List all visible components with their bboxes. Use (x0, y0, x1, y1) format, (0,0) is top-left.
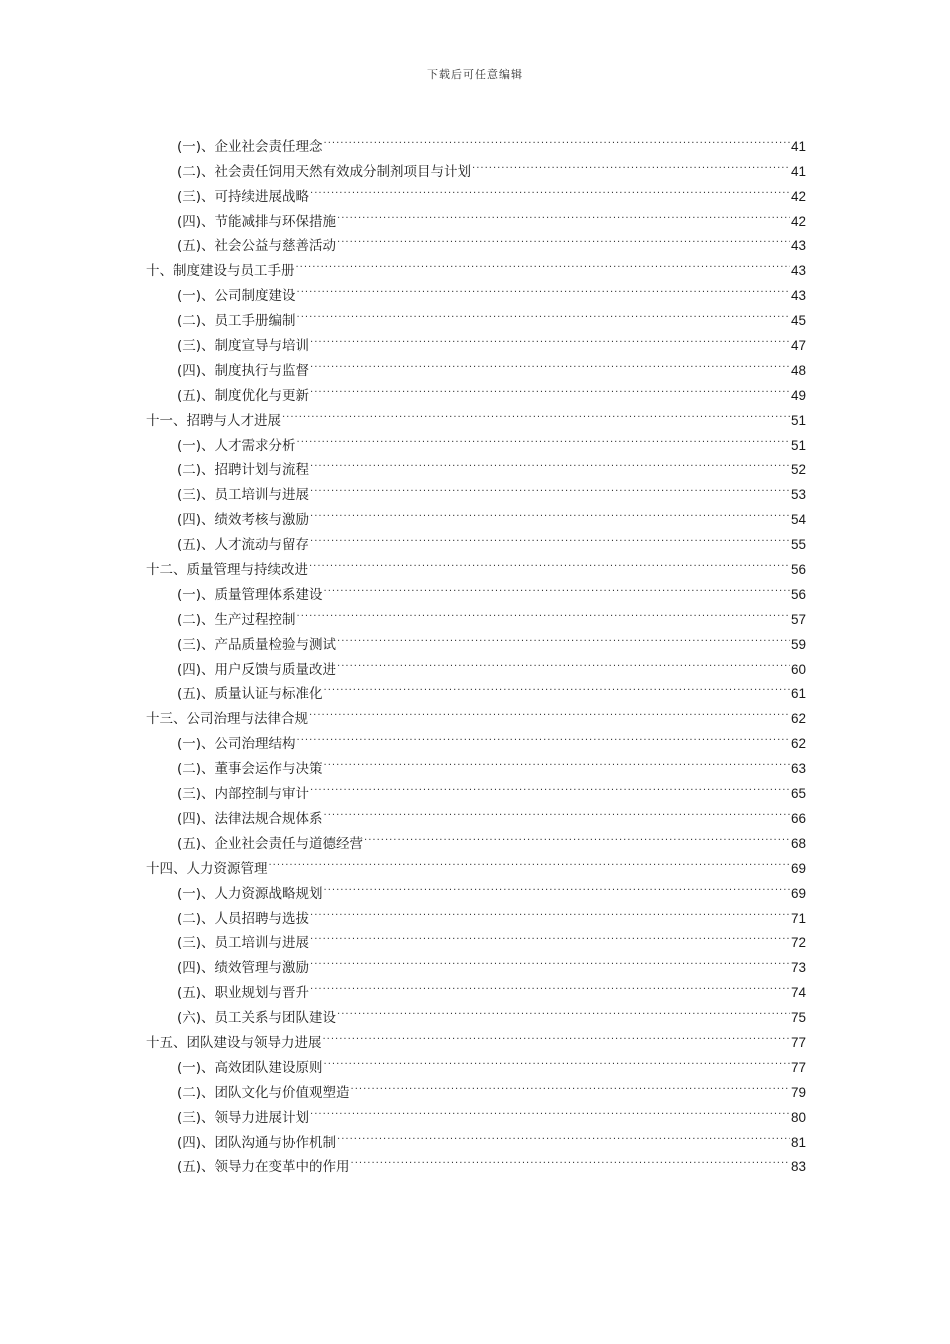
toc-page-number: 51 (790, 437, 806, 453)
toc-entry-title: (二)、生产过程控制 (177, 611, 296, 628)
toc-dot-leader (337, 1122, 790, 1147)
toc-dot-leader (309, 549, 790, 574)
toc-page-number: 54 (790, 512, 806, 528)
toc-page-number: 75 (790, 1010, 806, 1026)
toc-dot-leader (337, 201, 790, 226)
toc-dot-leader (297, 275, 790, 300)
toc-dot-leader (309, 698, 790, 723)
toc-dot-leader (310, 524, 790, 549)
toc-page-number: 45 (790, 313, 806, 329)
toc-entry-title: (一)、人力资源战略规划 (177, 885, 323, 902)
table-of-contents (146, 126, 806, 1176)
toc-page-number: 59 (790, 636, 806, 652)
toc-page-number: 41 (790, 138, 806, 154)
toc-dot-leader (282, 400, 790, 425)
toc-dot-leader (310, 1097, 790, 1122)
toc-dot-leader (472, 151, 790, 176)
toc-dot-leader (337, 649, 790, 674)
toc-page-number: 55 (790, 537, 806, 553)
toc-entry-title: (二)、董事会运作与决策 (177, 761, 323, 778)
toc-page-number: 68 (790, 835, 806, 851)
toc-dot-leader (310, 450, 790, 475)
toc-page-number: 69 (790, 885, 806, 901)
toc-page-number: 62 (790, 711, 806, 727)
toc-dot-leader (310, 773, 790, 798)
toc-entry-title: (四)、制度执行与监督 (177, 362, 310, 379)
toc-entry-title: (二)、员工手册编制 (177, 313, 296, 330)
toc-dot-leader (337, 997, 790, 1022)
toc-page-number: 56 (790, 562, 806, 578)
toc-entry-title: (二)、团队文化与价值观塑造 (177, 1084, 350, 1101)
toc-entry-title: 十二、质量管理与持续改进 (146, 562, 308, 579)
toc-page-number: 43 (790, 288, 806, 304)
toc-page-number: 63 (790, 761, 806, 777)
toc-dot-leader (310, 947, 790, 972)
toc-page-number: 43 (790, 263, 806, 279)
toc-dot-leader (269, 848, 790, 873)
toc-page-number: 80 (790, 1109, 806, 1125)
toc-dot-leader (310, 898, 790, 923)
toc-page-number: 81 (790, 1134, 806, 1150)
toc-entry-title: (三)、可持续进展战略 (177, 188, 310, 205)
toc-page-number: 66 (790, 810, 806, 826)
toc-entry-title: (四)、节能减排与环保措施 (177, 213, 337, 230)
toc-entry-title: (三)、员工培训与进展 (177, 935, 310, 952)
toc-entry-title: 十一、招聘与人才进展 (146, 412, 281, 429)
toc-dot-leader (323, 1022, 790, 1047)
toc-page-number: 77 (790, 1034, 806, 1050)
page-header: 下载后可任意编辑 (427, 68, 523, 81)
toc-entry-title: (一)、高效团队建设原则 (177, 1059, 323, 1076)
toc-page-number: 51 (790, 412, 806, 428)
toc-page-number: 83 (790, 1159, 806, 1175)
toc-dot-leader (310, 923, 790, 948)
toc-entry-title: (五)、企业社会责任与道德经营 (177, 835, 364, 852)
toc-dot-leader (310, 474, 790, 499)
toc-dot-leader (297, 599, 790, 624)
toc-dot-leader (310, 325, 790, 350)
toc-dot-leader (324, 873, 790, 898)
toc-page-number: 41 (790, 163, 806, 179)
toc-page-number: 47 (790, 338, 806, 354)
toc-page-number: 61 (790, 686, 806, 702)
toc-dot-leader (310, 350, 790, 375)
toc-dot-leader (297, 300, 790, 325)
toc-page-number: 57 (790, 611, 806, 627)
toc-page-number: 53 (790, 487, 806, 503)
toc-entry-title: (四)、用户反馈与质量改进 (177, 661, 337, 678)
toc-page-number: 56 (790, 586, 806, 602)
toc-page-number: 52 (790, 462, 806, 478)
toc-dot-leader (297, 723, 790, 748)
toc-dot-leader (324, 126, 790, 151)
toc-dot-leader (296, 250, 790, 275)
toc-entry-title: 十、制度建设与员工手册 (146, 263, 295, 280)
toc-entry-title: (五)、制度优化与更新 (177, 387, 310, 404)
toc-entry-title: (六)、员工关系与团队建设 (177, 1010, 337, 1027)
toc-page-number: 43 (790, 238, 806, 254)
toc-entry-title: (二)、招聘计划与流程 (177, 462, 310, 479)
toc-dot-leader (351, 1072, 790, 1097)
toc-page-number: 73 (790, 960, 806, 976)
toc-entry-title: (二)、人员招聘与选拔 (177, 910, 310, 927)
toc-entry-title: (五)、职业规划与晋升 (177, 985, 310, 1002)
toc-dot-leader (310, 176, 790, 201)
toc-entry-title: (五)、社会公益与慈善活动 (177, 238, 337, 255)
toc-page-number: 42 (790, 213, 806, 229)
toc-dot-leader (324, 674, 790, 699)
toc-dot-leader (364, 823, 790, 848)
toc-page-number: 74 (790, 985, 806, 1001)
toc-dot-leader (324, 798, 790, 823)
toc-entry-title: 十五、团队建设与领导力进展 (146, 1034, 322, 1051)
toc-dot-leader (351, 1147, 790, 1172)
toc-entry-title: (三)、产品质量检验与测试 (177, 636, 337, 653)
toc-page-number: 77 (790, 1059, 806, 1075)
toc-entry-title: (四)、绩效考核与激励 (177, 512, 310, 529)
toc-entry-title: (一)、企业社会责任理念 (177, 138, 323, 155)
toc-dot-leader (324, 1047, 790, 1072)
toc-entry-title: (一)、人才需求分析 (177, 437, 296, 454)
toc-page-number: 48 (790, 362, 806, 378)
toc-entry-title: (四)、团队沟通与协作机制 (177, 1134, 337, 1151)
toc-dot-leader (324, 574, 790, 599)
toc-page-number: 49 (790, 387, 806, 403)
toc-entry-title: (一)、公司治理结构 (177, 736, 296, 753)
toc-entry-title: (三)、内部控制与审计 (177, 786, 310, 803)
toc-entry-title: (五)、领导力在变革中的作用 (177, 1159, 350, 1176)
toc-dot-leader (310, 375, 790, 400)
toc-dot-leader (324, 748, 790, 773)
toc-dot-leader (337, 624, 790, 649)
toc-section-entry[interactable] (146, 126, 806, 155)
toc-entry-title: (三)、员工培训与进展 (177, 487, 310, 504)
toc-entry-title: 十四、人力资源管理 (146, 860, 268, 877)
toc-entry-title: (三)、领导力进展计划 (177, 1109, 310, 1126)
toc-entry-title: (一)、质量管理体系建设 (177, 586, 323, 603)
toc-page-number: 72 (790, 935, 806, 951)
toc-entry-title: (一)、公司制度建设 (177, 288, 296, 305)
toc-dot-leader (337, 226, 790, 251)
toc-page-number: 79 (790, 1084, 806, 1100)
toc-entry-title: (四)、法律法规合规体系 (177, 810, 323, 827)
toc-page-number: 71 (790, 910, 806, 926)
toc-dot-leader (310, 972, 790, 997)
toc-entry-title: (三)、制度宣导与培训 (177, 338, 310, 355)
toc-entry-title: (五)、质量认证与标准化 (177, 686, 323, 703)
toc-entry-title: (五)、人才流动与留存 (177, 537, 310, 554)
toc-entry-title: 十三、公司治理与法律合规 (146, 711, 308, 728)
toc-page-number: 60 (790, 661, 806, 677)
toc-dot-leader (310, 499, 790, 524)
toc-page-number: 62 (790, 736, 806, 752)
toc-entry-title: (二)、社会责任饲用天然有效成分制剂项目与计划 (177, 163, 472, 180)
toc-dot-leader (297, 425, 790, 450)
toc-entry-title: (四)、绩效管理与激励 (177, 960, 310, 977)
toc-page-number: 65 (790, 786, 806, 802)
toc-page-number: 69 (790, 860, 806, 876)
toc-page-number: 42 (790, 188, 806, 204)
